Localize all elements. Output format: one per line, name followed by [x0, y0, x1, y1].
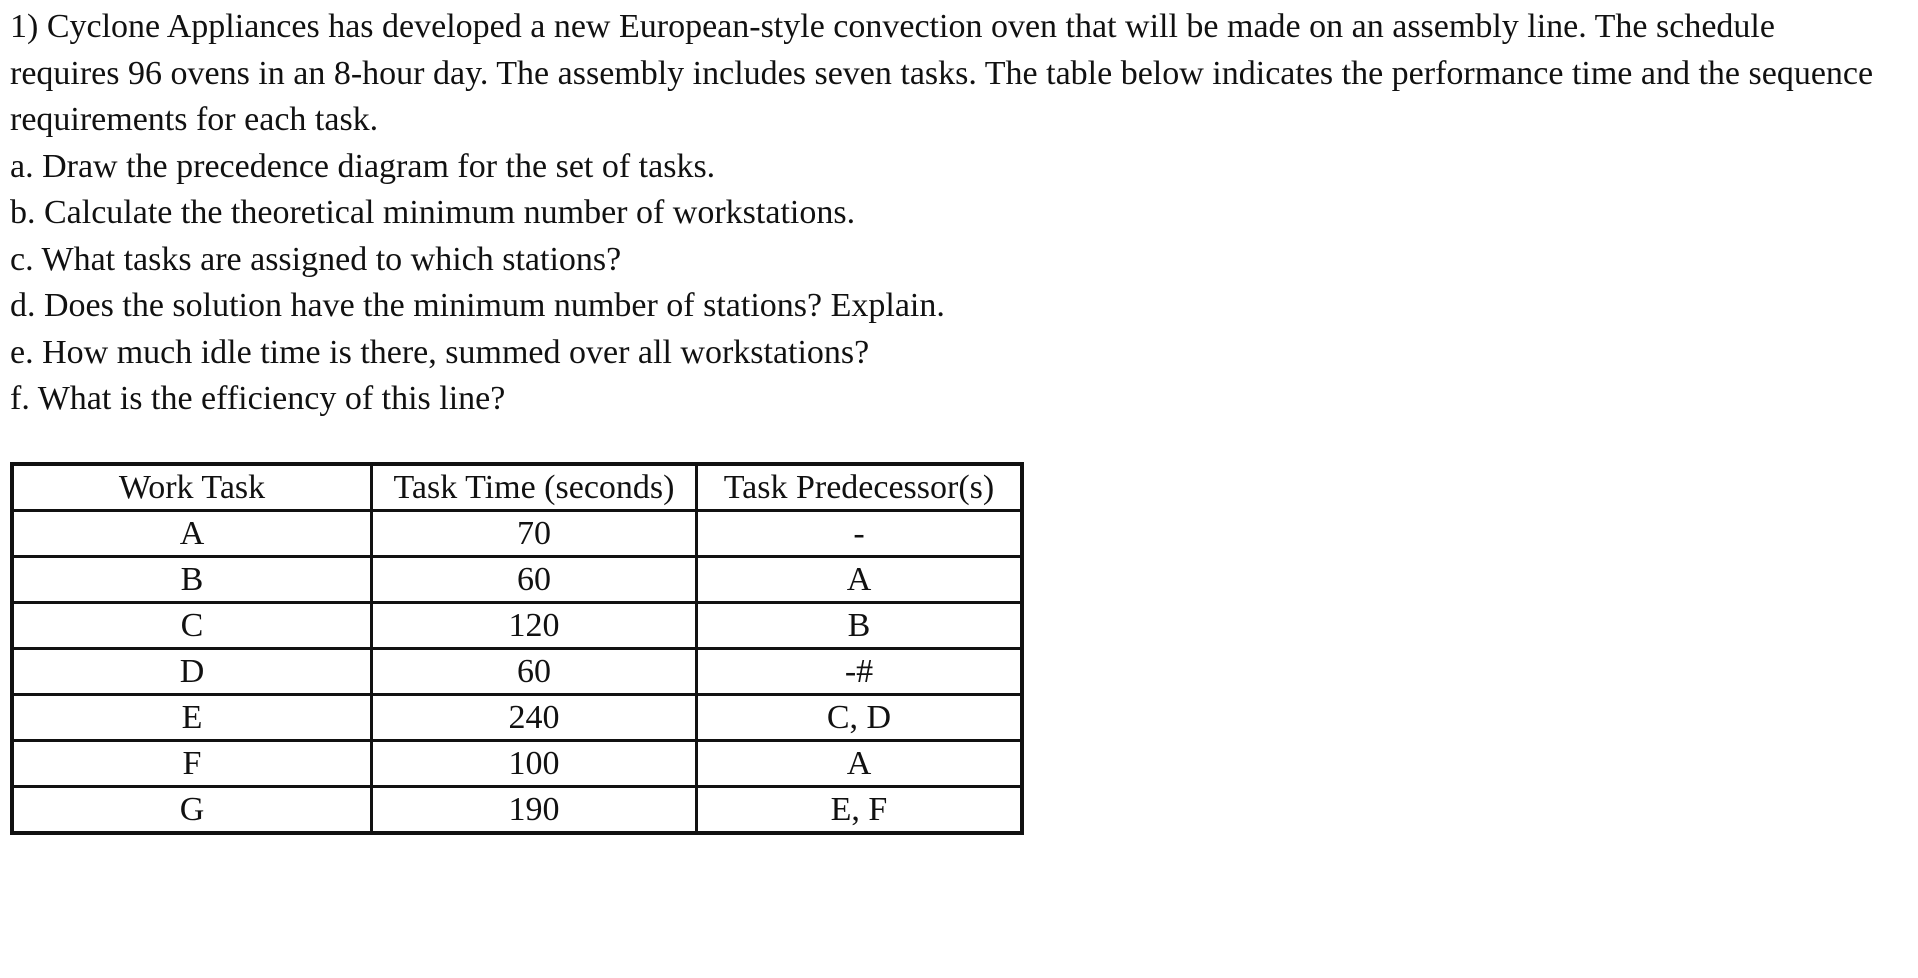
- cell-task-time: 100: [372, 741, 697, 787]
- table-row: [12, 741, 1022, 787]
- header-task-time: Task Time (seconds): [372, 464, 697, 511]
- header-work-task: Work Task: [12, 464, 372, 511]
- table-row: [12, 649, 1022, 695]
- table-header-row: [12, 464, 1022, 511]
- table-row: [12, 603, 1022, 649]
- table-row: [12, 511, 1022, 557]
- cell-work-task: G: [12, 787, 372, 834]
- table-row: [12, 787, 1022, 834]
- cell-work-task: A: [12, 511, 372, 557]
- table-row: [12, 695, 1022, 741]
- cell-task-time: 60: [372, 649, 697, 695]
- cell-work-task: E: [12, 695, 372, 741]
- problem-statement: [10, 4, 1890, 423]
- table-row: [12, 557, 1022, 603]
- header-task-predecessors: Task Predecessor(s): [697, 464, 1023, 511]
- question-e: e. How much idle time is there, summed over all workstations?: [10, 333, 870, 371]
- problem-intro: 1) Cyclone Appliances has developed a new European-style convection oven that will be made on an assembly line. The schedule requires 96 ovens in an 8-hour day. The assembly includes seven tasks. The table below indicates the performance time and the sequence requirements for each task.: [10, 8, 1874, 138]
- cell-work-task: C: [12, 603, 372, 649]
- cell-task-time: 120: [372, 603, 697, 649]
- question-a: a. Draw the precedence diagram for the set of tasks.: [10, 147, 716, 185]
- cell-predecessors: A: [697, 741, 1023, 787]
- question-b: b. Calculate the theoretical minimum number of workstations.: [10, 194, 856, 231]
- cell-task-time: 60: [372, 557, 697, 603]
- cell-work-task: F: [12, 741, 372, 787]
- cell-task-time: 190: [372, 787, 697, 834]
- cell-task-time: 240: [372, 695, 697, 741]
- cell-predecessors: A: [697, 557, 1023, 603]
- cell-predecessors: E, F: [697, 787, 1023, 834]
- question-c: c. What tasks are assigned to which stations?: [10, 240, 622, 278]
- cell-predecessors: C, D: [697, 695, 1023, 741]
- question-f: f. What is the efficiency of this line?: [10, 380, 506, 417]
- cell-task-time: 70: [372, 511, 697, 557]
- cell-predecessors: -: [697, 511, 1023, 557]
- cell-predecessors: B: [697, 603, 1023, 649]
- question-d: d. Does the solution have the minimum number of stations? Explain.: [10, 287, 945, 324]
- cell-work-task: B: [12, 557, 372, 603]
- cell-work-task: D: [12, 649, 372, 695]
- task-table: [10, 462, 1024, 835]
- cell-predecessors: -#: [697, 649, 1023, 695]
